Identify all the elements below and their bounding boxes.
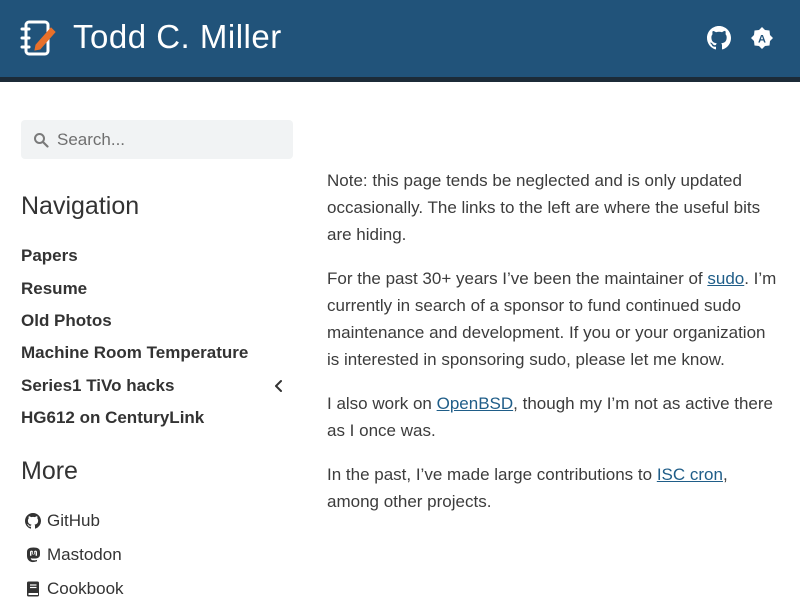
more-item-cookbook[interactable] bbox=[21, 572, 296, 600]
nav-item-label: Old Photos bbox=[21, 310, 112, 330]
site-title[interactable]: Todd C. Miller bbox=[73, 18, 282, 55]
navigation-heading: Navigation bbox=[21, 192, 140, 220]
nav-item-label: Resume bbox=[21, 278, 88, 298]
cron-paragraph bbox=[327, 461, 782, 515]
mastodon-icon bbox=[23, 547, 43, 563]
more-item-label: Cookbook bbox=[47, 579, 124, 598]
more-item-label: GitHub bbox=[47, 511, 100, 530]
book-icon bbox=[23, 581, 43, 597]
nav-item-resume[interactable] bbox=[21, 272, 296, 304]
paragraph-text: In the past, I’ve made large contributions to bbox=[327, 465, 657, 484]
notebook-pencil-icon[interactable] bbox=[20, 19, 58, 57]
nav-item-hg612-on-centurylink[interactable] bbox=[21, 402, 296, 434]
search-input[interactable] bbox=[57, 130, 277, 150]
openbsd-paragraph bbox=[327, 390, 782, 444]
nav-item-machine-room-temperature[interactable] bbox=[21, 337, 296, 369]
nav-item-label: HG612 on CenturyLink bbox=[21, 408, 205, 428]
search-box[interactable] bbox=[21, 120, 293, 159]
paragraph-text: , among other projects. bbox=[327, 465, 728, 511]
svg-text:A: A bbox=[758, 33, 766, 46]
paragraph-text: , though my I’m not as active there as I once was. bbox=[327, 394, 774, 440]
paragraph-text: . I’m currently in search of a sponsor to fund continued sudo maintenance and development. If you or your organization is interested in sponsoring sudo, please let me know. bbox=[327, 269, 777, 369]
more-item-mastodon[interactable] bbox=[21, 538, 296, 572]
github-icon[interactable] bbox=[706, 25, 732, 51]
navigation-list bbox=[21, 240, 296, 434]
more-item-github[interactable] bbox=[21, 504, 296, 538]
more-item-label: Mastodon bbox=[47, 545, 122, 564]
sudo-paragraph bbox=[327, 265, 782, 373]
site-header bbox=[0, 0, 800, 77]
nav-item-papers[interactable] bbox=[21, 240, 296, 272]
paragraph-text: For the past 30+ years I’ve been the maintainer of bbox=[327, 269, 708, 288]
paragraph-text: I also work on bbox=[327, 394, 437, 413]
main-content bbox=[327, 167, 782, 532]
search-icon bbox=[33, 132, 49, 148]
more-heading: More bbox=[21, 457, 78, 485]
sudo-link[interactable]: sudo bbox=[707, 269, 745, 288]
nav-item-label: Papers bbox=[21, 246, 78, 266]
more-list bbox=[21, 504, 296, 600]
header-divider bbox=[0, 77, 800, 82]
isc-cron-link[interactable]: ISC cron bbox=[656, 465, 723, 484]
nav-item-series1-tivo-hacks[interactable] bbox=[21, 370, 296, 402]
chevron-left-icon[interactable] bbox=[274, 379, 284, 393]
github-icon bbox=[23, 513, 43, 529]
intro-paragraph: Note: this page tends be neglected and is only updated occasionally. The links to the left are where the useful bits are hiding. bbox=[327, 171, 761, 244]
nav-item-old-photos[interactable] bbox=[21, 305, 296, 337]
theme-toggle-icon[interactable] bbox=[749, 25, 775, 51]
openbsd-link[interactable]: OpenBSD bbox=[436, 394, 514, 413]
nav-item-label: Machine Room Temperature bbox=[21, 343, 249, 363]
nav-item-label: Series1 TiVo hacks bbox=[21, 375, 175, 395]
